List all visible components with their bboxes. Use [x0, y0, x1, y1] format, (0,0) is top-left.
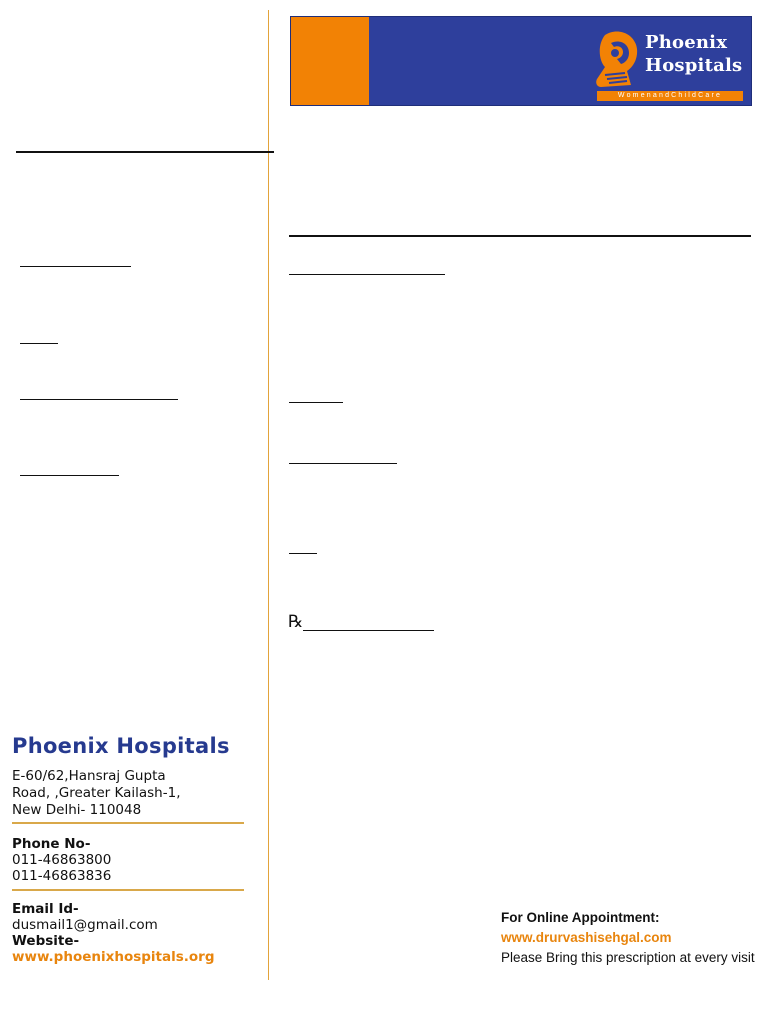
phone-block: [12, 836, 111, 884]
hospital-name: Phoenix Hospitals: [12, 734, 230, 758]
email-block: [12, 901, 215, 965]
email-label: Email Id-: [12, 901, 79, 917]
online-appointment-link[interactable]: www.drurvashisehgal.com: [501, 930, 672, 945]
prescription-note: Please Bring this prescription at every visit: [501, 950, 755, 965]
separator-1: [12, 822, 244, 824]
phoenix-logo-icon: [591, 29, 641, 95]
right-field-line-2: [289, 274, 445, 275]
right-field-line-5: [289, 553, 317, 554]
left-field-line-4: [20, 399, 178, 400]
address: [12, 768, 181, 819]
column-divider: [268, 10, 269, 980]
right-field-line-1: [289, 235, 751, 237]
phone-1: 011-46863800: [12, 852, 112, 868]
website-label: Website-: [12, 933, 80, 949]
online-appointment: [501, 908, 755, 968]
left-field-line-1: [16, 151, 274, 153]
phone-2: 011-46863836: [12, 868, 112, 884]
address-line-2: Road, ,Greater Kailash-1,: [12, 785, 181, 801]
rx-symbol: ℞: [288, 612, 304, 632]
address-line-3: New Delhi- 110048: [12, 802, 142, 818]
header-banner: [290, 16, 752, 106]
right-field-line-3: [289, 402, 343, 403]
address-line-1: E-60/62,Hansraj Gupta: [12, 768, 166, 784]
phone-label: Phone No-: [12, 836, 91, 852]
banner-orange-block: [291, 17, 369, 105]
left-field-line-5: [20, 475, 119, 476]
rx-line: [303, 630, 434, 631]
email-value[interactable]: dusmail1@gmail.com: [12, 917, 158, 933]
website-link[interactable]: www.phoenixhospitals.org: [12, 949, 215, 965]
online-appointment-label: For Online Appointment:: [501, 910, 660, 925]
right-field-line-4: [289, 463, 397, 464]
separator-2: [12, 889, 244, 891]
logo-text: [645, 31, 742, 77]
logo-line-2: Hospitals: [645, 55, 743, 76]
left-field-line-3: [20, 343, 58, 344]
logo-line-1: Phoenix: [645, 32, 728, 53]
left-field-line-2: [20, 266, 131, 267]
logo-tagline: WomenandChildCare: [597, 91, 743, 101]
hospital-logo: [591, 27, 749, 101]
